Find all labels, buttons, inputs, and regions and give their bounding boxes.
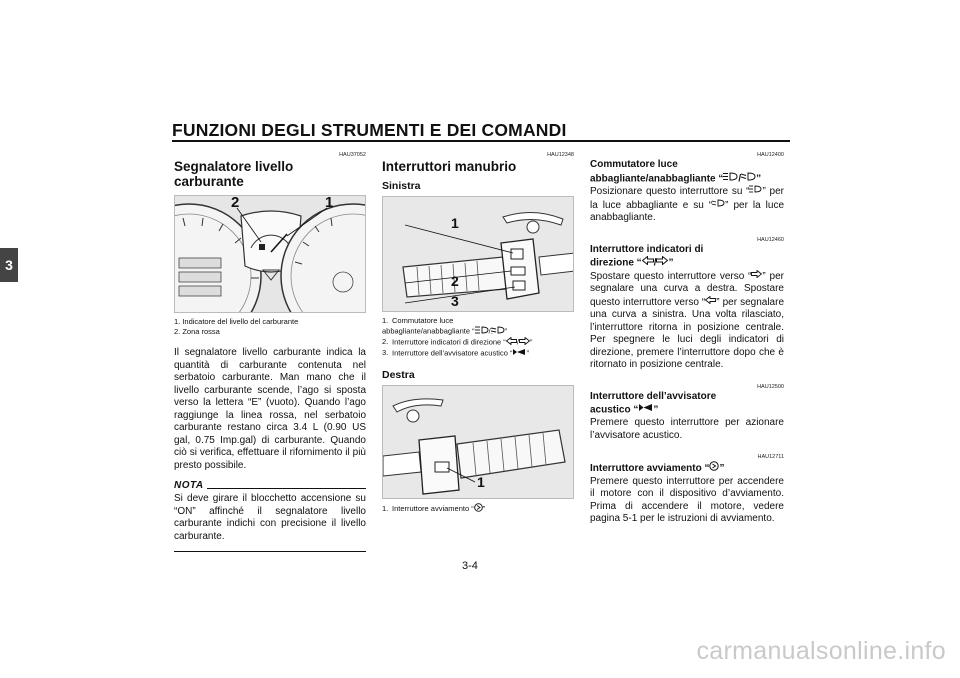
note-header [174,480,366,491]
instrument-panel-drawing [175,196,366,313]
text-run: ” per la luce abbagliante e su “ [590,186,785,211]
subsection-title [590,461,784,476]
figure-label-2: 2 [231,195,240,211]
subsection-title: Interruttore dell’avvisatore [590,390,717,402]
high-beam-icon [723,172,738,186]
turn-right-icon [519,337,530,348]
caption-1 [382,316,574,326]
start-switch-icon [709,461,719,476]
turn-left-icon [705,296,716,309]
body-text: Premere questo interruttore per accendere il motore con il dispositivo d’avviamento. Prima di accendere il motore, vedere pagina 5-1 per le istruzioni di avviamento. [590,475,784,525]
title-text: Interruttore avviamento “ [590,463,710,475]
title-text: acustico “ [590,404,639,416]
text-run: ” per segnalare una curva a sinistra. Una volta rilasciato, l’interruttore ritorna in posizione centrale. Per spegnere le luci degli indicatori di direzione, premere l’interruttore dopo che è ritornato in posizione centrale. [590,296,785,371]
text-run: Spostare questo interruttore verso “ [590,270,752,282]
start-switch-icon [474,503,483,515]
title-rule [172,140,790,142]
caption: 2. Zona rossa [174,327,220,336]
fuel-gauge-section [174,152,366,552]
text-run: ” per segnalare una curva a destra. Spostare questo interruttore verso “ [590,270,784,308]
title-text: ” [756,172,762,184]
subsection-title-cont [590,403,784,417]
low-beam-icon [712,199,725,212]
figure-label-1: 1 [325,195,334,211]
switch-descriptions [590,152,784,526]
watermark: carmanualsonline.info [696,637,946,665]
section-code: HAU12711 [757,454,784,461]
high-beam-icon [749,185,762,198]
high-beam-icon [475,326,489,337]
note-text: Si deve girare il blocchetto accensione su “ON” affinché il segnalatore livello carburante indichi con precisione il livello carburante. [174,493,366,542]
caption-text: ” [482,503,486,513]
figure-label-2: 2 [451,273,459,289]
section-code: HAU12400 [757,152,784,158]
page-title: FUNZIONI DEGLI STRUMENTI E DEI COMANDI [172,120,567,140]
turn-right-icon [656,256,668,270]
caption-number: 2. [382,337,389,347]
caption-1-cont: abbagliante/anabbagliante “ / ” [382,326,508,336]
caption-number: 1. [382,503,389,513]
horn-icon [638,403,653,417]
section-code: HAU12500 [757,383,784,390]
note-line [207,488,366,489]
caption-text: abbagliante/anabbagliante “ [382,326,475,336]
title-text: direzione “ [590,257,642,269]
caption-number: 1. [382,316,389,325]
figure-label-3: 3 [451,293,459,309]
note-label: NOTA [174,480,204,491]
body-text [590,185,784,224]
left-handlebar-drawing [383,197,574,312]
instrument-panel-figure [174,195,366,313]
subsection-title: Interruttore indicatori di [590,243,704,255]
subsection-title-cont: abbagliante/anabbagliante “ / ” [590,172,762,184]
title-text: abbagliante/anabbagliante “ [590,172,724,184]
caption-1 [382,503,574,515]
caption-3 [382,348,574,359]
caption-number: 3. [382,348,389,358]
low-beam-icon [491,326,505,337]
title-text: ” [653,404,659,416]
figure-label-1: 1 [451,215,459,231]
caption-text: ” [504,326,508,336]
caption-text: Interruttore dell’avvisatore acustico “ [392,348,513,358]
caption-text: ” [526,348,529,358]
turn-left-icon [642,256,654,270]
section-code: HAU37052 [339,152,366,158]
body-text: Il segnalatore livello carburante indica la quantità di carburante contenuta nel serbatoio carburante. Man mano che il livello carburante scende, l’ago si sposta verso la lettera “E” (vuoto). Quando l’ago raggiunge la linea rossa, nel serbatoio carburante restano circa 3.4 L (0.90 US gal, 0.75 Imp.gal) di carburante. Quando ciò si verifica, effettuare il rifornimento il più presto possibile. [174,347,366,471]
caption-text: ” [529,337,533,347]
section-heading: Interruttori manubrio [382,159,517,174]
caption-text: Interruttore avviamento “ [392,503,474,513]
page-number: 3-4 [462,560,478,572]
handlebar-switches-section [382,152,574,515]
body-text [590,270,784,372]
horn-icon [512,348,526,359]
section-heading: Segnalatore livello carburante [174,159,294,189]
caption-text: Interruttore indicatori di direzione “ [392,337,506,347]
body-text: Premere questo interruttore per azionare l’avvisatore acustico. [590,417,784,441]
right-label: Destra [382,369,415,381]
low-beam-icon [741,172,756,186]
turn-right-icon [751,270,762,283]
figure-label-1: 1 [477,474,485,490]
chapter-tab: 3 [0,248,18,282]
subsection-title-cont: direzione “ / ” [590,257,674,269]
left-label: Sinistra [382,180,421,192]
text-run: ” per la luce anabbagliante. [590,199,785,224]
text-run: Posizionare questo interruttore su “ [590,186,750,198]
section-code: HAU12460 [757,236,784,243]
note-end-rule [174,551,366,552]
caption-text: Commutatore luce [392,316,454,325]
subsection-title: Commutatore luce [590,159,678,170]
title-text: ” [719,463,725,475]
caption-2: 2. Interruttore indicatori di direzione “ / ” [382,337,533,347]
left-handlebar-figure [382,196,574,312]
right-handlebar-figure [382,385,574,499]
turn-left-icon [506,337,517,348]
title-text: ” [668,257,674,269]
caption: 1. Indicatore del livello del carburante [174,317,299,326]
section-code: HAU12348 [547,152,574,158]
